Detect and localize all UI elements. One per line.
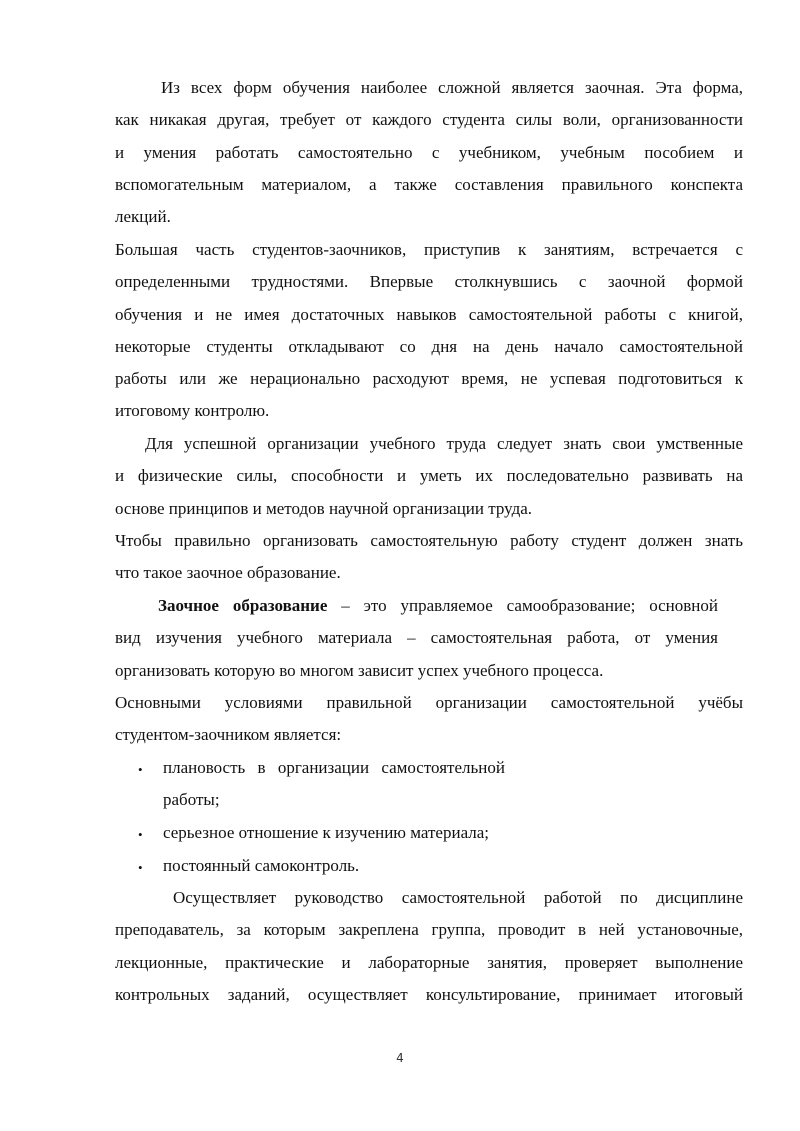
text-line: Для успешной организации учебного труда следует знать свои умственные [145, 434, 743, 453]
text-line [115, 590, 718, 622]
text-line: студентом-заочником является: [115, 725, 342, 745]
text-line: Чтобы правильно организовать самостоятельную работу студент должен знать [115, 531, 743, 550]
text-line: основе принципов и методов научной организации труда. [115, 498, 533, 518]
text-line: обучения и не имея достаточных навыков самостоятельной работы с книгой, [115, 304, 743, 324]
definition-term: Заочное образование [158, 596, 328, 615]
page-number: 4 [396, 1051, 404, 1065]
paragraph-4 [115, 525, 743, 590]
text-line: вспомогательным материалом, а также составления правильного конспекта [115, 174, 743, 194]
bullet-icon: • [138, 860, 143, 875]
text-line: лекций. [115, 207, 171, 227]
text-line: как никакая другая, требует от каждого студента силы воли, организованности [115, 110, 743, 130]
paragraph-definition [115, 590, 718, 687]
paragraph-3 [115, 428, 743, 525]
text-line: организовать которую во многом зависит успех учебного процесса. [115, 660, 604, 680]
text-line: некоторые студенты откладывают со дня на день начало самостоятельной [115, 336, 743, 356]
definition-text: – это управляемое самообразование; основной [327, 596, 718, 615]
text-line: лекционные, практические и лабораторные занятия, проверяет выполнение [115, 952, 743, 972]
list-item: постоянный самоконтроль. [163, 856, 360, 875]
text-line: и умения работать самостоятельно с учебником, учебным пособием и [115, 142, 743, 162]
text-line: работы или же нерационально расходуют время, не успевая подготовиться к [115, 369, 743, 389]
bullet-icon: • [138, 762, 143, 777]
list-item: серьезное отношение к изучению материала; [163, 823, 490, 842]
paragraph-2 [115, 234, 743, 428]
text-line: Основными условиями правильной организации самостоятельной учёбы [115, 693, 743, 712]
list-item-continuation: работы; [163, 790, 220, 809]
text-line: что такое заочное образование. [115, 563, 341, 583]
bullet-icon: • [138, 827, 143, 842]
paragraph-1 [115, 72, 743, 233]
paragraph-6 [115, 687, 743, 752]
list-item: плановость в организации самостоятельной [163, 758, 505, 777]
text-line: и физические силы, способности и уметь их последовательно развивать на [115, 466, 743, 486]
text-line: определенными трудностями. Впервые столкнувшись с заочной формой [115, 272, 743, 292]
text-line: Из всех форм обучения наиболее сложной является заочная. Эта форма, [161, 78, 743, 97]
text-line: Осуществляет руководство самостоятельной работой по дисциплине [173, 888, 743, 907]
text-line: вид изучения учебного материала – самостоятельная работа, от умения [115, 628, 718, 648]
text-line: преподаватель, за которым закреплена группа, проводит в ней установочные, [115, 920, 743, 940]
text-line: контрольных заданий, осуществляет консультирование, принимает итоговый [115, 984, 743, 1004]
paragraph-7 [115, 882, 743, 1011]
text-line: итоговому контролю. [115, 401, 270, 421]
text-line: Большая часть студентов-заочников, приступив к занятиям, встречается с [115, 240, 743, 259]
